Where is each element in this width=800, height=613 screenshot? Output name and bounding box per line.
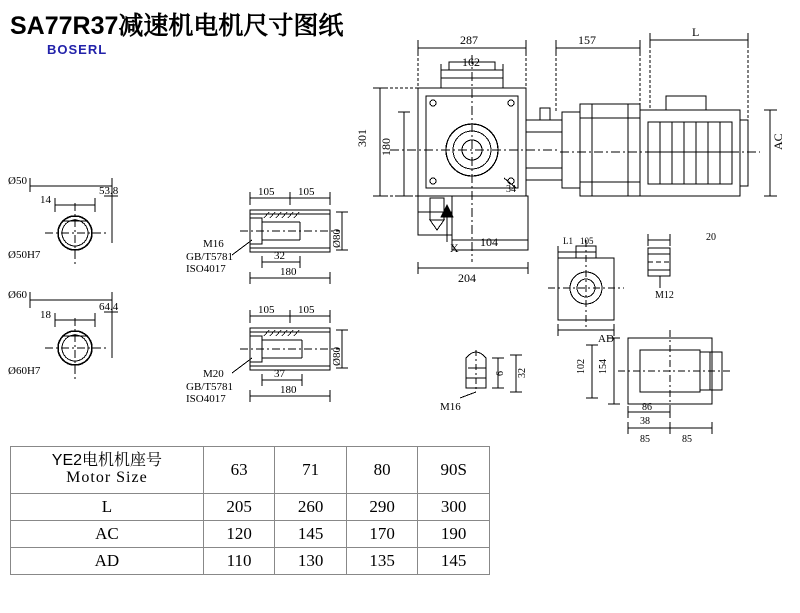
label-x: X: [450, 241, 459, 255]
brand-logo: BOSERL: [47, 42, 108, 57]
label-m16: M16: [203, 238, 224, 250]
label-14: 14: [40, 194, 51, 206]
label-m12: M12: [655, 290, 674, 301]
label-L: L: [692, 25, 700, 39]
label-l1: L1: [563, 236, 573, 246]
label-180-a: 180: [280, 266, 297, 278]
table-header-motor-size: [11, 447, 204, 494]
label-102: 102: [576, 359, 587, 374]
label-37: 37: [274, 368, 285, 380]
table-cell-l-90s: 300: [418, 494, 490, 521]
table-cell-ad-71: 130: [275, 548, 347, 575]
label-38: 38: [640, 416, 650, 427]
label-iso-a: ISO4017: [186, 263, 226, 275]
table-row-label-ac: AC: [11, 521, 204, 548]
label-287: 287: [460, 33, 478, 47]
table-header-en: Motor Size: [66, 469, 148, 486]
label-162: 162: [462, 55, 480, 69]
label-32-b: 32: [517, 368, 528, 378]
table-size-0: 63: [203, 447, 275, 494]
label-d50: Ø50: [8, 175, 27, 187]
label-m16-bottom: M16: [440, 401, 461, 413]
label-32: 32: [274, 250, 285, 262]
label-m20: M20: [203, 368, 224, 380]
label-6: 6: [495, 371, 506, 376]
table-row: [11, 548, 490, 575]
label-ad-view: AD: [598, 333, 614, 345]
label-18: 18: [40, 309, 51, 321]
motor-size-table: [10, 446, 490, 575]
label-85-b: 85: [682, 434, 692, 445]
table-cell-l-63: 205: [203, 494, 275, 521]
table-row-label-ad: AD: [11, 548, 204, 575]
label-104: 104: [480, 235, 498, 249]
label-gb-a: GB/T5781: [186, 251, 234, 263]
table-row: [11, 521, 490, 548]
table-cell-ac-63: 120: [203, 521, 275, 548]
table-cell-l-80: 290: [346, 494, 418, 521]
label-105-d: 105: [298, 304, 315, 316]
table-cell-ac-71: 145: [275, 521, 347, 548]
page-title: SA77R37减速机电机尺寸图纸: [10, 12, 344, 40]
label-d60: Ø60: [8, 289, 27, 301]
label-86: 86: [642, 402, 652, 413]
table-cell-ad-63: 110: [203, 548, 275, 575]
table-header-cn: YE2电机机座号: [51, 452, 163, 470]
label-180-b: 180: [280, 384, 297, 396]
label-105-b: 105: [298, 186, 315, 198]
label-53-8: 53.8: [99, 185, 119, 197]
label-105-c: 105: [258, 304, 275, 316]
label-154: 154: [598, 359, 609, 374]
label-iso-b: ISO4017: [186, 393, 226, 405]
label-34: 34: [506, 184, 516, 195]
label-204: 204: [458, 271, 476, 285]
table-size-1: 71: [275, 447, 347, 494]
table-size-2: 80: [346, 447, 418, 494]
label-d60h7: Ø60H7: [8, 365, 41, 377]
label-105-a: 105: [258, 186, 275, 198]
table-row-header: [11, 447, 490, 494]
table-size-3: 90S: [418, 447, 490, 494]
label-180-v: 180: [379, 138, 393, 156]
table-cell-ad-90s: 145: [418, 548, 490, 575]
label-64-4: 64.4: [99, 301, 119, 313]
table-cell-l-71: 260: [275, 494, 347, 521]
table-cell-ad-80: 135: [346, 548, 418, 575]
label-l1-105: 105: [580, 236, 594, 246]
label-ac-main: AC: [771, 133, 785, 150]
label-301: 301: [355, 129, 369, 147]
label-85-a: 85: [640, 434, 650, 445]
label-20: 20: [706, 232, 716, 243]
label-d80-b: Ø80: [331, 347, 343, 366]
label-d50h7: Ø50H7: [8, 249, 41, 261]
label-gb-b: GB/T5781: [186, 381, 234, 393]
table-row-label-l: L: [11, 494, 204, 521]
label-157: 157: [578, 33, 596, 47]
table-row: [11, 494, 490, 521]
table-cell-ac-80: 170: [346, 521, 418, 548]
label-d80-a: Ø80: [331, 229, 343, 248]
table-cell-ac-90s: 190: [418, 521, 490, 548]
